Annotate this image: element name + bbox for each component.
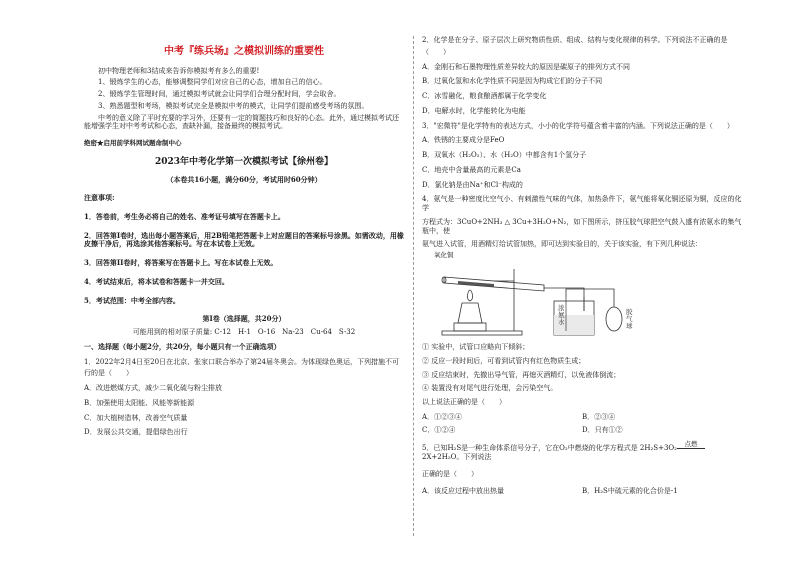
q4-options-row-1 <box>422 413 742 422</box>
label-balloon: 胶气球 <box>626 308 633 331</box>
q4-statement-2: ② 反应一段时间后，可看到试管内有红色物质生成； <box>422 356 586 365</box>
q1-option-d: D．发展公共交通，提倡绿色出行 <box>84 428 188 437</box>
label-copper-oxide: 氧化铜 <box>434 251 454 259</box>
q3-option-d: D．氯化钠是由Na⁺和Cl⁻构成的 <box>422 180 523 189</box>
q3-option-c: C．地壳中含量最高的元素是Ca <box>422 165 521 174</box>
q3-stem: 3．"宏微符"是化学特有的表达方式，小小的化学符号蕴含着丰富的内涵。下列说法正确的是（ ） <box>422 121 734 130</box>
q5-stem-line-1 <box>422 440 742 462</box>
promo-closing: 中考的意义除了平时充要的学习外，还要有一定的简题技巧和良好的心态。此外，通过模拟考试还能增强学生对中考考试和心态，查缺补漏，接备最终的模拟考试。 <box>84 113 399 131</box>
note-5: 5．考试范围：中考全部内容。 <box>84 295 180 305</box>
exam-subtitle: （本卷共16小题，满分60分，考试用时60分钟） <box>166 175 322 185</box>
promo-intro: 初中物理老师和3结成来告诉你模拟考有多么的重要! <box>98 66 260 75</box>
q1-option-a: A．改进燃煤方式，减少二氧化硫与粉尘排放 <box>84 384 223 393</box>
q5-options-row-1 <box>422 487 742 496</box>
q2-paren: （ ） <box>422 47 450 56</box>
q4-stem-line-3: 氨气进入试管，用酒精灯给试管加热，即可达到实验目的，关于该实验，有下列几种说法： <box>422 240 702 249</box>
q2-option-d: D．电解水时，化学能转化为电能 <box>422 106 526 115</box>
q4-stem-line-1: 4．氨气是一种密度比空气小、有刺激性气味的气体，加热条件下，氨气能将氧化铜还原为铜，反应的化学 <box>422 195 742 212</box>
q4-option-a: A．①②③④ <box>422 412 463 421</box>
exam-title: 2023年中考化学第一次模拟考试【徐州卷】 <box>154 157 334 168</box>
promo-item-2: 2、锻炼学生管理时间，通过模拟考试就会让同学们合理分配时间，学会取舍。 <box>98 90 341 98</box>
q2-stem: 2．化学是在分子、原子层次上研究物质性质、组成、结构与变化规律的科学。下列说法不正确的是 <box>422 36 728 44</box>
q2-option-c: C．冰雪融化，粮食酿酒都属于化学变化 <box>422 92 547 100</box>
q3-option-b: B．双氧水（H₂O₂）、水（H₂O）中都含有1个氢分子 <box>422 151 587 159</box>
q2-option-a: A．金刚石和石墨物理性质差异较大的原因是碳原子的排列方式不同 <box>422 62 631 71</box>
q4-statement-4: ④ 装置没有对尾气进行处理，会污染空气。 <box>422 384 558 393</box>
label-ammonia: 浓氨水 <box>558 304 565 327</box>
promo-title: 中考『练兵场』之模拟训练的重要性 <box>164 46 324 57</box>
notes-block <box>84 194 404 305</box>
q4-option-c: C．①②④ <box>422 425 456 434</box>
q4-statement-3: ③ 反应结束时，先撤出导气管，再熄灭酒精灯，以免液体倒流； <box>422 370 621 379</box>
right-column <box>422 36 742 500</box>
note-4: 4．考试结束后，将本试卷和答题卡一并交回。 <box>84 276 229 286</box>
q4-stem-line-2: 方程式为：3CuO+2NH₃ △ 3Cu+3H₂O+N₂，如下图所示，挤压胶气球把空气鼓入盛有浓氨水的集气瓶中，使 <box>422 217 742 235</box>
q5-option-a: A．该反应过程中放出热量 <box>422 486 505 495</box>
note-1: 1．答卷前，考生务必将自己的姓名、准考证号填写在答题卡上。 <box>84 211 285 221</box>
q5-stem-line-2: 正确的是（ ） <box>422 470 478 479</box>
q5-condition: 点燃 <box>677 440 705 449</box>
column-divider <box>413 36 414 536</box>
q4-option-b: B．②③④ <box>582 412 616 421</box>
q4-ask: 以上说法正确的是（ ） <box>422 398 506 406</box>
left-column <box>84 36 404 440</box>
q1-option-b: B．加强使用太阳能、风能等新能源 <box>84 398 195 407</box>
q4-option-d: D．只有①② <box>582 425 623 434</box>
note-3: 3．回答第II卷时，将答案写在答题卡上。写在本试卷上无效。 <box>84 258 278 268</box>
apparatus-drawing <box>434 251 734 339</box>
apparatus-diagram <box>434 251 734 339</box>
q4-statement-1: ① 实验中，试管口应略向下倾斜； <box>422 343 530 351</box>
note-2: 2．回答第I卷时，选出每小题答案后，用2B铅笔把答题卡上对应题目的答案标号涂黑。如需改动，用橡皮擦干净后，再选涂其他答案标号。写在本试卷上无效。 <box>84 230 404 249</box>
q1-option-c: C．加大植树造林，改善空气质量 <box>84 413 188 422</box>
promo-item-3: 3、熟悉题型和考场，模拟考试完全是模拟中考的模式，让同学们提前感受考场的氛围。 <box>98 101 369 110</box>
q4-options-row-2 <box>422 426 742 435</box>
promo-item-1: 1、锻炼学生的心态，能够调整同学们对应自己的心态，增加自己的信心。 <box>98 78 327 87</box>
atomic-masses: 可能用到的相对原子质量: C-12 H-1 O-16 Na-23 Cu-64 S-32 <box>132 328 356 337</box>
notes-heading: 注意事项: <box>84 193 115 203</box>
org-line: 绝密★启用前学科网试题命制中心 <box>84 139 182 147</box>
q2-option-b: B．过氧化氢和水化学性质不同是因为构成它们的分子不同 <box>422 77 603 86</box>
part-title: 第I卷（选择题，共20分） <box>202 314 286 324</box>
q5-stem-tail: 2X+2H₂O。下列说法 <box>422 453 492 462</box>
q5-option-b: B．H₂S中硫元素的化合价是-1 <box>582 486 678 495</box>
q5-stem-text: 5．已知H₂S是一种生命体系信号分子，它在O₂中燃烧的化学方程式是 2H₂S+3O₂ <box>422 444 677 453</box>
q3-option-a: A．铁锈的主要成分是FeO <box>422 136 505 145</box>
q1-stem-line-2: 行的是（ ） <box>84 369 133 378</box>
q1-stem-line-1: 1．2022年2月4日至20日在北京、张家口联合举办了第24届冬奥会。为体现绿色奥运，下列措施不可 <box>84 357 399 366</box>
section-one-heading: 一、选择题（每小题2分，共20分，每小题只有一个正确选项） <box>84 341 281 351</box>
